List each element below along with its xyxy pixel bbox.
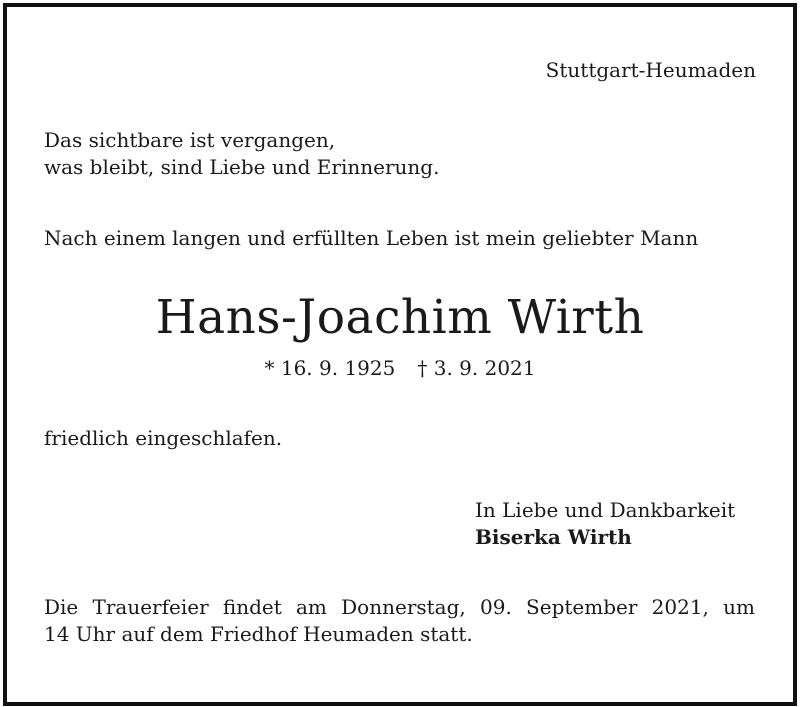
death-date: † 3. 9. 2021 (417, 356, 536, 380)
quote (44, 127, 439, 181)
signature-closing: In Liebe und Dankbarkeit (475, 498, 736, 522)
birth-date: * 16. 9. 1925 (264, 356, 396, 380)
deceased-name: Hans-Joachim Wirth (155, 290, 645, 345)
quote-line-1: Das sichtbare ist vergangen, (44, 128, 336, 152)
funeral-line-1: Die Trauerfeier findet am Donnerstag, 09. September 2021, um (44, 595, 755, 619)
funeral-notice (44, 594, 755, 648)
life-dates (0, 355, 800, 382)
quote-line-2: was bleibt, sind Liebe und Erinnerung. (44, 155, 440, 179)
location: Stuttgart-Heumaden (545, 58, 756, 82)
funeral-line-2: 14 Uhr auf dem Friedhof Heumaden statt. (44, 622, 473, 646)
signature-block (475, 497, 735, 551)
signer-name: Biserka Wirth (475, 525, 632, 549)
passed-text: friedlich eingeschlafen. (44, 426, 283, 450)
intro-text: Nach einem langen und erfüllten Leben ist mein geliebter Mann (44, 226, 699, 250)
